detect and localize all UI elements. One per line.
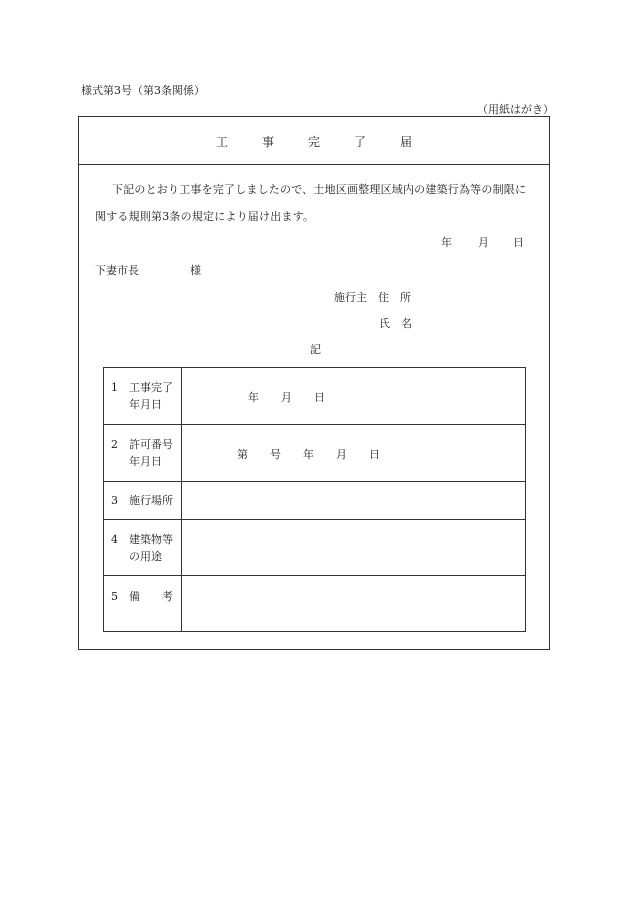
row-label-line: の用途 xyxy=(129,550,162,563)
permit-number-date-field[interactable]: 第 号 年 月 日 xyxy=(237,448,380,461)
row-label-line: 工事完了 xyxy=(129,381,173,394)
table-row-divider xyxy=(104,424,525,425)
body-text-line-2: 関する規則第3条の規定により届け出ます。 xyxy=(95,210,315,223)
row-label xyxy=(129,436,173,470)
title-char: 完 xyxy=(307,135,320,149)
table-row-divider xyxy=(104,575,525,576)
row-number: 1 xyxy=(111,381,118,394)
title-char: 届 xyxy=(399,135,412,149)
form-number-label: 様式第3号（第3条関係） xyxy=(81,84,205,97)
paper-type-note: （用紙はがき） xyxy=(477,103,554,116)
row-label-line: 許可番号 xyxy=(129,438,173,451)
row-label-line: 年月日 xyxy=(129,398,162,411)
row-number: 2 xyxy=(111,438,118,451)
details-table xyxy=(103,367,526,632)
addressee-honorific: 様 xyxy=(190,264,201,277)
row-label-line: 建築物等 xyxy=(129,533,173,546)
submission-date xyxy=(441,234,524,250)
addressee-name: 下妻市長 xyxy=(95,264,139,277)
row-label-line: 施行場所 xyxy=(129,494,173,507)
document-title xyxy=(78,133,550,150)
row-label-line: 年月日 xyxy=(129,455,162,468)
table-column-divider xyxy=(181,368,182,631)
building-use-field[interactable] xyxy=(190,528,520,568)
row-label xyxy=(129,588,173,605)
row-label-line: 備 考 xyxy=(129,590,173,603)
completion-date-field[interactable]: 年 月 日 xyxy=(248,391,325,404)
remarks-field[interactable] xyxy=(190,583,520,623)
applicant-address-label: 施行主 住 所 xyxy=(334,291,411,304)
table-row-divider xyxy=(104,481,525,482)
table-row-divider xyxy=(104,519,525,520)
row-number: 4 xyxy=(111,533,118,546)
title-divider xyxy=(78,164,550,165)
row-label xyxy=(129,492,173,509)
body-text-line-1: 下記のとおり工事を完了しましたので、土地区画整理区域内の建築行為等の制限に xyxy=(112,183,527,196)
title-char: 事 xyxy=(261,135,274,149)
title-char: 了 xyxy=(353,135,366,149)
date-month-label: 月 xyxy=(478,236,489,249)
title-char: 工 xyxy=(215,135,228,149)
applicant-name-label: 氏 名 xyxy=(379,317,412,330)
row-number: 3 xyxy=(111,494,118,507)
row-number: 5 xyxy=(111,590,118,603)
date-year-label: 年 xyxy=(441,236,452,249)
record-heading: 記 xyxy=(310,343,321,356)
date-day-label: 日 xyxy=(513,236,524,249)
construction-site-field[interactable] xyxy=(190,492,520,512)
row-label xyxy=(129,531,173,565)
row-label xyxy=(129,379,173,413)
